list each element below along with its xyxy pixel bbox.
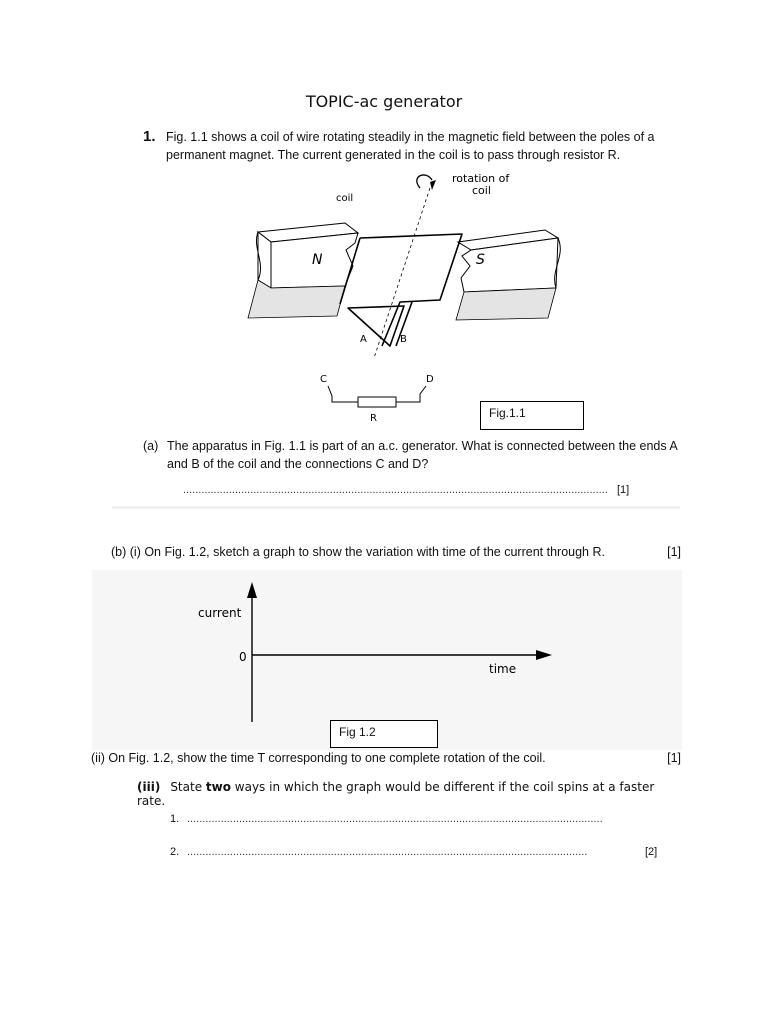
- origin-label: 0: [239, 650, 247, 664]
- rotation-label-line2: coil: [472, 184, 491, 197]
- figure-1-1-caption: Fig.1.1: [480, 401, 584, 430]
- question-b-iii-text-end: ways in which the graph would be different if the coil spins at a faster rate.: [137, 780, 655, 808]
- question-b-ii: [91, 749, 681, 767]
- coil-of-wire: [348, 234, 462, 346]
- rotation-label-line1: rotation of: [452, 172, 510, 185]
- question-b-i-text: (b) (i) On Fig. 1.2, sketch a graph to show the variation with time of the current through R.: [111, 545, 605, 559]
- question-b-iii-text-start: State: [170, 780, 206, 794]
- question-number: 1.: [143, 128, 156, 145]
- question-b-iii-emphasis: two: [205, 780, 231, 794]
- question-b-iii-label: (iii): [137, 780, 161, 794]
- question-a-label: (a): [143, 439, 159, 453]
- rotation-arrow-icon: [417, 175, 432, 188]
- answer-line-2-label: 2.: [170, 846, 180, 858]
- pole-n-label: N: [312, 252, 323, 268]
- x-axis-label: time: [489, 662, 517, 676]
- magnet-south-pole: [456, 230, 560, 320]
- coil-label: coil: [336, 193, 354, 204]
- question-b-iii: [137, 780, 677, 808]
- figure-1-2-caption: Fig 1.2: [330, 720, 438, 748]
- answer-line-2[interactable]: ...................................................................................................................................: [187, 846, 588, 858]
- end-a-label: A: [360, 334, 367, 345]
- mark-b-ii: [1]: [667, 751, 681, 765]
- question-a: [143, 437, 688, 477]
- magnet-north-pole: [248, 223, 358, 318]
- answer-line-a[interactable]: ...........................................................................................................................................: [183, 484, 608, 496]
- end-c-label: C: [320, 374, 327, 385]
- page-title: TOPIC-ac generator: [305, 92, 463, 111]
- pole-s-label: S: [476, 252, 485, 268]
- answer-line-1-label: 1.: [170, 813, 180, 825]
- question-b-i: [111, 543, 681, 561]
- resistor-r: [358, 397, 396, 407]
- end-b-label: B: [400, 334, 407, 345]
- question-a-text: The apparatus in Fig. 1.1 is part of an a.c. generator. What is connected between the ends A and B of the coil and the connections C and D?: [167, 439, 678, 471]
- mark-b-i: [1]: [667, 545, 681, 559]
- answer-line-1[interactable]: ........................................................................................................................................: [187, 813, 603, 825]
- y-axis-label: current: [198, 606, 242, 620]
- question-1-text: Fig. 1.1 shows a coil of wire rotating steadily in the magnetic field between the poles of a permanent magnet. The current generated in the coil is to pass through resistor R.: [166, 130, 655, 162]
- scan-divider: [112, 506, 680, 509]
- mark-a: [1]: [617, 484, 630, 496]
- figure-1-1-generator-diagram: [240, 168, 570, 438]
- mark-b-iii: [2]: [645, 846, 658, 858]
- end-d-label: D: [426, 374, 434, 385]
- resistor-label: R: [370, 413, 377, 424]
- question-b-ii-text: (ii) On Fig. 1.2, show the time T corresponding to one complete rotation of the coil.: [91, 751, 546, 765]
